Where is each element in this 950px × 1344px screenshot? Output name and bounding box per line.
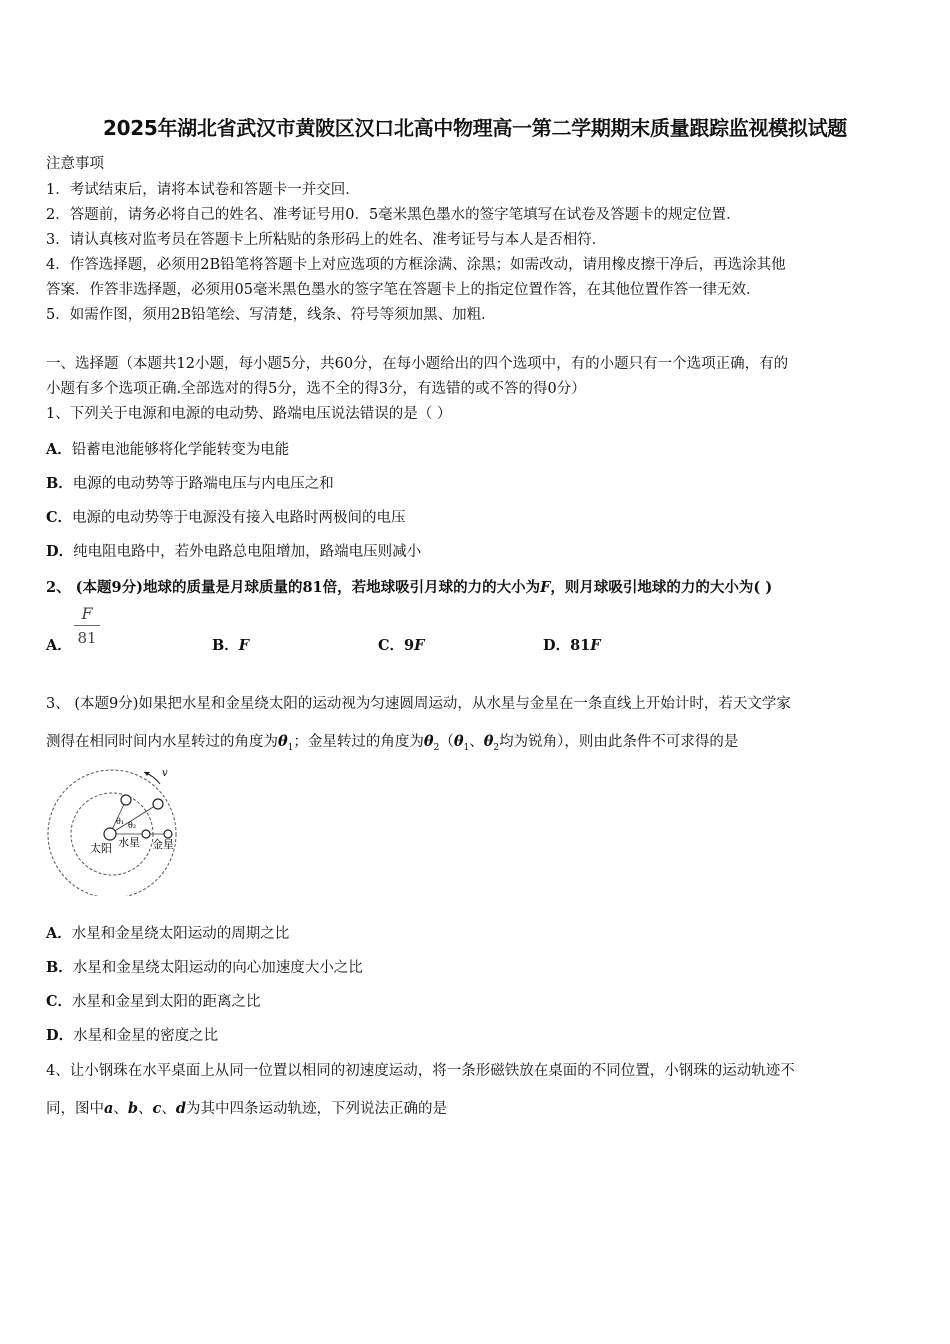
option-text: 水星和金星绕太阳运动的向心加速度大小之比 <box>72 960 363 976</box>
theta-1-subscript: 1 <box>287 742 294 753</box>
theta-1: θ <box>453 733 464 750</box>
stem-text: 测得在相同时间内水星转过的角度为 <box>46 734 278 750</box>
trajectory-b: b <box>127 1100 139 1117</box>
option-label: A． <box>46 441 72 458</box>
angle-2-label: θ₂ <box>128 821 137 830</box>
trajectory-a: a <box>104 1100 114 1117</box>
velocity-label: v <box>162 768 168 779</box>
theta-1-subscript: 1 <box>463 742 470 753</box>
separator: 、 <box>138 1101 153 1117</box>
option-text: 水星和金星的密度之比 <box>73 1028 219 1044</box>
question-1-option-c <box>46 506 406 527</box>
separator: 、 <box>113 1101 128 1117</box>
stem-text: ，则月球吸引地球的力的大小为( ) <box>550 579 773 596</box>
section-instructions: 一、选择题（本题共12小题，每小题5分，共60分，在每小题给出的四个选项中，有的小题只有一个选项正确，有的 <box>46 356 789 372</box>
venus-label: 金星 <box>152 838 174 851</box>
question-2-option-b <box>212 634 249 655</box>
question-1-option-a <box>46 438 289 459</box>
option-text: 铅蓄电池能够将化学能转变为电能 <box>71 442 290 458</box>
question-2-stem <box>46 576 772 597</box>
fraction-f-over-81 <box>74 604 100 647</box>
stem-text: （ <box>439 734 454 750</box>
option-label: C． <box>378 637 405 654</box>
fraction-bar <box>74 625 100 626</box>
page-title: 2025年湖北省武汉市黄陂区汉口北高中物理高一第二学期期末质量跟踪监视模拟试题 <box>103 116 847 140</box>
theta-2: θ <box>483 733 494 750</box>
option-label: A． <box>46 925 72 942</box>
question-4-stem-line-2 <box>46 1097 447 1118</box>
trajectory-d: d <box>175 1100 187 1117</box>
question-3-option-d <box>46 1024 218 1045</box>
notice-item: 2．答题前，请务必将自己的姓名、准考证号用0．5毫米黑色墨水的签字笔填写在试卷及答题卡的规定位置． <box>46 207 741 223</box>
stem-text: 2、 (本题9分)地球的质量是月球质量的81倍，若地球吸引月球的力的大小为 <box>46 579 541 596</box>
orbit-diagram <box>44 764 184 896</box>
orbit-figure <box>44 764 184 900</box>
question-1-option-d <box>46 540 421 561</box>
option-label: C． <box>46 993 73 1010</box>
variable-f: F <box>540 579 551 596</box>
question-2-option-c <box>378 634 424 655</box>
stem-text: 同，图中 <box>46 1101 104 1117</box>
mercury-label: 水星 <box>118 836 140 849</box>
stem-text: 均为锐角），则由此条件不可求得的是 <box>499 734 739 750</box>
mercury-start-icon <box>142 830 150 838</box>
question-1-option-b <box>46 472 334 493</box>
venus-start-icon <box>164 830 172 838</box>
option-text: 81 <box>570 637 591 654</box>
option-label: B． <box>46 475 73 492</box>
option-variable: F <box>590 637 601 654</box>
option-text: F <box>238 637 250 654</box>
question-3-option-b <box>46 956 363 977</box>
option-text: 电源的电动势等于电源没有接入电路时两极间的电压 <box>72 510 406 526</box>
option-text: 电源的电动势等于路端电压与内电压之和 <box>72 476 334 492</box>
option-text: 水星和金星绕太阳运动的周期之比 <box>71 926 290 942</box>
question-1-stem: 1、下列关于电源和电源的电动势、路端电压说法错误的是（ ） <box>46 406 452 422</box>
option-label: C． <box>46 509 73 526</box>
sun-icon <box>104 828 116 840</box>
option-text: 9 <box>404 637 415 654</box>
theta-2-subscript: 2 <box>493 742 500 753</box>
question-3-option-a <box>46 922 289 943</box>
question-2-option-d <box>543 634 601 655</box>
section-instructions: 小题有多个选项正确.全部选对的得5分，选不全的得3分，有选错的或不答的得0分） <box>46 381 586 397</box>
notice-item: 4．作答选择题，必须用2B铅笔将答题卡上对应选项的方框涂满、涂黑；如需改动，请用橡皮擦干净后，再选涂其他 <box>46 257 786 273</box>
question-3-stem-line-2 <box>46 730 738 753</box>
option-label: D． <box>543 637 571 654</box>
option-label: B． <box>212 637 239 654</box>
stem-text: 、 <box>469 734 484 750</box>
notice-item: 5．如需作图，须用2B铅笔绘、写清楚，线条、符号等须加黑、加粗． <box>46 307 496 323</box>
option-text: 纯电阻电路中，若外电路总电阻增加，路端电压则减小 <box>73 544 422 560</box>
separator: 、 <box>161 1101 176 1117</box>
fraction-numerator: F <box>81 604 93 623</box>
question-3-option-c <box>46 990 261 1011</box>
question-2-option-a-label: A． <box>46 637 72 654</box>
option-variable: F <box>414 637 425 654</box>
notice-item: 3．请认真核对监考员在答题卡上所粘贴的条形码上的姓名、准考证号与本人是否相符． <box>46 232 607 248</box>
option-label: D． <box>46 543 74 560</box>
notice-item: 答案．作答非选择题，必须用05毫米黑色墨水的签字笔在答题卡上的指定位置作答，在其他位置作答一律无效． <box>46 282 761 298</box>
notice-item: 1．考试结束后，请将本试卷和答题卡一并交回． <box>46 182 360 198</box>
option-text: 水星和金星到太阳的距离之比 <box>72 994 261 1010</box>
mercury-icon <box>121 795 131 805</box>
fraction-denominator: 81 <box>77 629 97 647</box>
question-4-stem-line-1: 4、让小钢珠在水平桌面上从同一位置以相同的初速度运动，将一条形磁铁放在桌面的不同位置，小钢珠的运动轨迹不 <box>46 1063 795 1079</box>
theta-2: θ <box>423 733 434 750</box>
angle-1-label: θ₁ <box>116 817 125 826</box>
option-label: B． <box>46 959 73 976</box>
trajectory-c: c <box>152 1100 162 1117</box>
stem-text: 为其中四条运动轨迹，下列说法正确的是 <box>186 1101 448 1117</box>
question-3-stem-line-1: 3、 (本题9分)如果把水星和金星绕太阳的运动视为匀速圆周运动，从水星与金星在一条直线上开始计时，若天文学家 <box>46 696 791 712</box>
theta-2-subscript: 2 <box>433 742 440 753</box>
notice-heading: 注意事项 <box>46 156 104 172</box>
option-label: D． <box>46 1027 74 1044</box>
sun-label: 太阳 <box>90 842 112 855</box>
theta-1: θ <box>278 733 288 750</box>
venus-icon <box>153 799 163 809</box>
stem-text: ；金星转过的角度为 <box>293 734 424 750</box>
